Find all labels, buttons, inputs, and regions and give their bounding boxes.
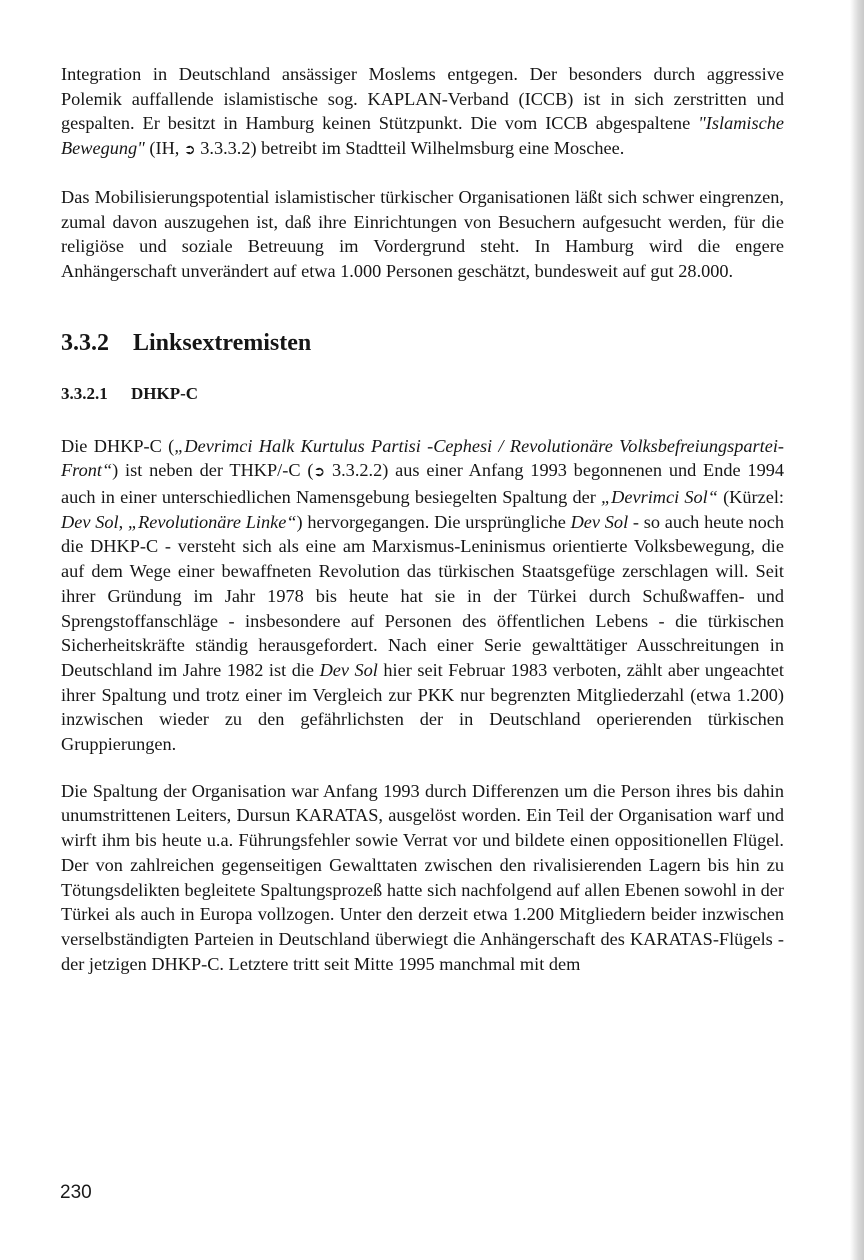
- paragraph-dhkp-c-origin: Die DHKP-C („Devrimci Halk Kurtulus Partisi -Cephesi / Revolutionäre Volksbefreiungspartei-Front“) ist neben der THKP/-C (➲ 3.3.2.2) aus einer Anfang 1993 begonnenen und Ende 1994 auch in einer unterschiedlichen Namensgebung besiegelten Spaltung der „Devrimci Sol“ (Kürzel: Dev Sol, „Revolutionäre Linke“) hervorgegangen. Die ursprüngliche Dev Sol - so auch heute noch die DHKP-C - versteht sich als eine am Marxismus-Leninismus orientierte Volksbewegung, die auf dem Wege einer bewaffneten Revolution das türkischen Staatsgefüge zerschlagen will. Seit ihrer Gründung im Jahr 1978 bis heute hat sie in der Türkei durch Schußwaffen- und Sprengstoffanschläge - insbesondere auf Personen des öffentlichen Lebens - die türkischen Sicherheitskräfte ständig herausgefordert. Nach einer Serie gewalttätiger Ausschreitungen in Deutschland im Jahre 1982 ist die Dev Sol hier seit Februar 1983 verboten, zählt aber ungeachtet ihrer Spaltung und trotz einer im Vergleich zur PKK nur begrenzten Mitgliederzahl (etwa 1.200) inzwischen wieder zu den gefährlichsten der in Deutschland operierenden türkischen Gruppierungen.: [61, 435, 784, 755]
- subsection-heading: [61, 382, 784, 406]
- cross-reference-arrow-icon: ➲: [183, 142, 196, 159]
- page-edge-shadow: [850, 0, 864, 1260]
- cross-reference-arrow-icon: ➲: [313, 464, 326, 481]
- paragraph-mobilization-potential: Das Mobilisierungspotential islamistischer türkischer Organisationen läßt sich schwer eingrenzen, zumal davon auszugehen ist, daß ihre Einrichtungen von Besuchern aufgesucht werden, für die religiöse und soziale Betreuung im Vordergrund steht. In Hamburg wird die engere Anhängerschaft unverändert auf etwa 1.000 Personen geschätzt, bundesweit auf gut 28.000.: [61, 186, 784, 281]
- section-title: Linksextremisten: [133, 329, 312, 356]
- page-number: 230: [60, 1182, 92, 1203]
- paragraph-islamist-groups: Integration in Deutschland ansässiger Moslems entgegen. Der besonders durch aggressive Polemik auffallende islamistische sog. KAPLAN-Verband (ICCB) ist in sich zerstritten und gespalten. Er besitzt in Hamburg keinen Stützpunkt. Die vom ICCB abgespaltene "Islamische Bewegung" (IH, ➲ 3.3.3.2) betreibt im Stadtteil Wilhelmsburg eine Moschee.: [61, 64, 784, 159]
- paragraph-split-of-organisation: Die Spaltung der Organisation war Anfang 1993 durch Differenzen um die Person ihres bis dahin unumstrittenen Leiters, Dursun KARATAS, ausgelöst worden. Ein Teil der Organisation warf und wirft ihm bis heute u.a. Führungsfehler sowie Verrat vor und bildete einen oppositionellen Flügel. Der von zahlreichen gegenseitigen Gewalttaten zwischen den rivalisierenden Lagern bis hin zu Tötungsdelikten begleitete Spaltungsprozeß hatte sich nachfolgend auf allen Ebenen sowohl in der Türkei als auch in Europa vollzogen. Unter den derzeit etwa 1.200 Mitgliedern beider inzwischen verselbständigten Parteien in Deutschland überwiegt die Anhängerschaft des KARATAS-Flügels - der jetzigen DHKP-C. Letztere tritt seit Mitte 1995 manchmal mit dem: [61, 780, 784, 974]
- section-heading: [61, 328, 784, 358]
- subsection-number: 3.3.2.1: [61, 383, 108, 403]
- section-number: 3.3.2: [61, 329, 109, 356]
- subsection-title: DHKP-C: [131, 383, 199, 403]
- document-page: [61, 62, 784, 976]
- cross-reference: 3.3.3.2: [195, 138, 251, 159]
